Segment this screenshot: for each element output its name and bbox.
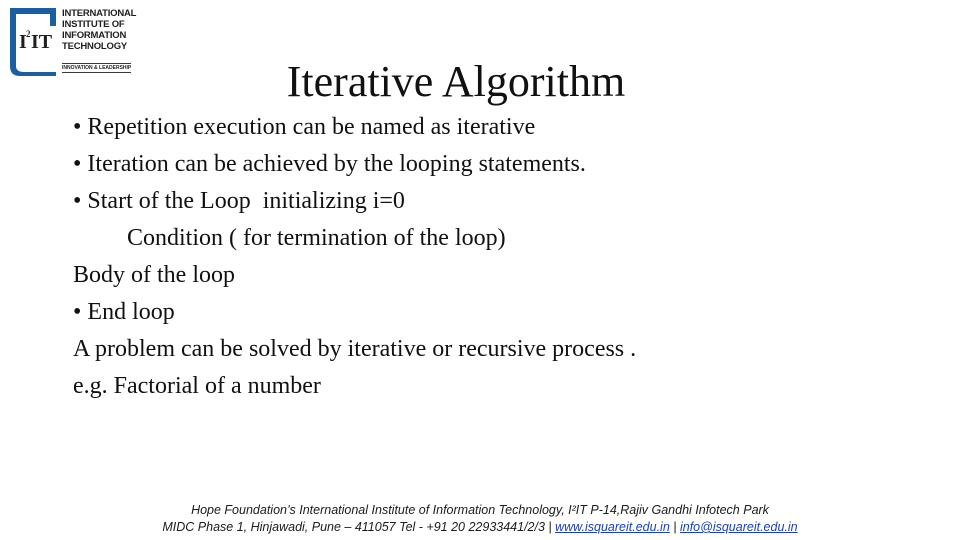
bullet: •: [73, 299, 82, 325]
svg-text:I: I: [19, 31, 27, 53]
slide-body: [73, 109, 636, 405]
footer-contact-line: [0, 519, 960, 536]
body-line-text: End loop: [87, 299, 175, 325]
svg-text:2: 2: [26, 29, 31, 39]
website-link[interactable]: www.isquareit.edu.in: [555, 520, 670, 534]
body-line: [73, 220, 636, 257]
body-line: [73, 183, 636, 220]
body-line: [73, 294, 636, 331]
body-line-text: e.g. Factorial of a number: [73, 373, 321, 399]
logo-wordmark: [62, 8, 136, 52]
footer-contact-text: MIDC Phase 1, Hinjawadi, Pune – 411057 Tel - +91 20 22933441/2/3 |: [162, 520, 556, 534]
logo-line: INSTITUTE OF: [62, 19, 125, 30]
bullet: •: [73, 114, 82, 140]
logo-line: TECHNOLOGY: [62, 41, 128, 52]
body-line-text: Iteration can be achieved by the looping statements.: [87, 151, 586, 177]
slide-footer: [0, 502, 960, 536]
slide-title: Iterative Algorithm: [286, 57, 626, 106]
body-line-text: Body of the loop: [73, 262, 235, 288]
logo-line: INFORMATION: [62, 30, 127, 41]
body-line: [73, 368, 636, 405]
body-line: [73, 331, 636, 368]
svg-text:IT: IT: [31, 31, 53, 53]
body-line: [73, 257, 636, 294]
footer-separator: |: [669, 520, 680, 534]
body-line-text: A problem can be solved by iterative or recursive process .: [73, 336, 637, 362]
body-line-text: Repetition execution can be named as iterative: [87, 114, 536, 140]
logo-line: INTERNATIONAL: [62, 8, 137, 19]
body-line: [73, 146, 636, 183]
footer-address-line: Hope Foundation’s International Institute of Information Technology, I²IT P-14,Rajiv Gandhi Infotech Park: [191, 503, 769, 517]
body-line-text: Start of the Loop initializing i=0: [87, 188, 405, 214]
bullet: •: [73, 188, 82, 214]
body-line-text: Condition ( for termination of the loop): [73, 225, 506, 251]
body-line: [73, 109, 636, 146]
email-link[interactable]: info@isquareit.edu.in: [679, 520, 798, 534]
logo-tagline: INNOVATION & LEADERSHIP: [62, 65, 132, 71]
bullet: •: [73, 151, 82, 177]
